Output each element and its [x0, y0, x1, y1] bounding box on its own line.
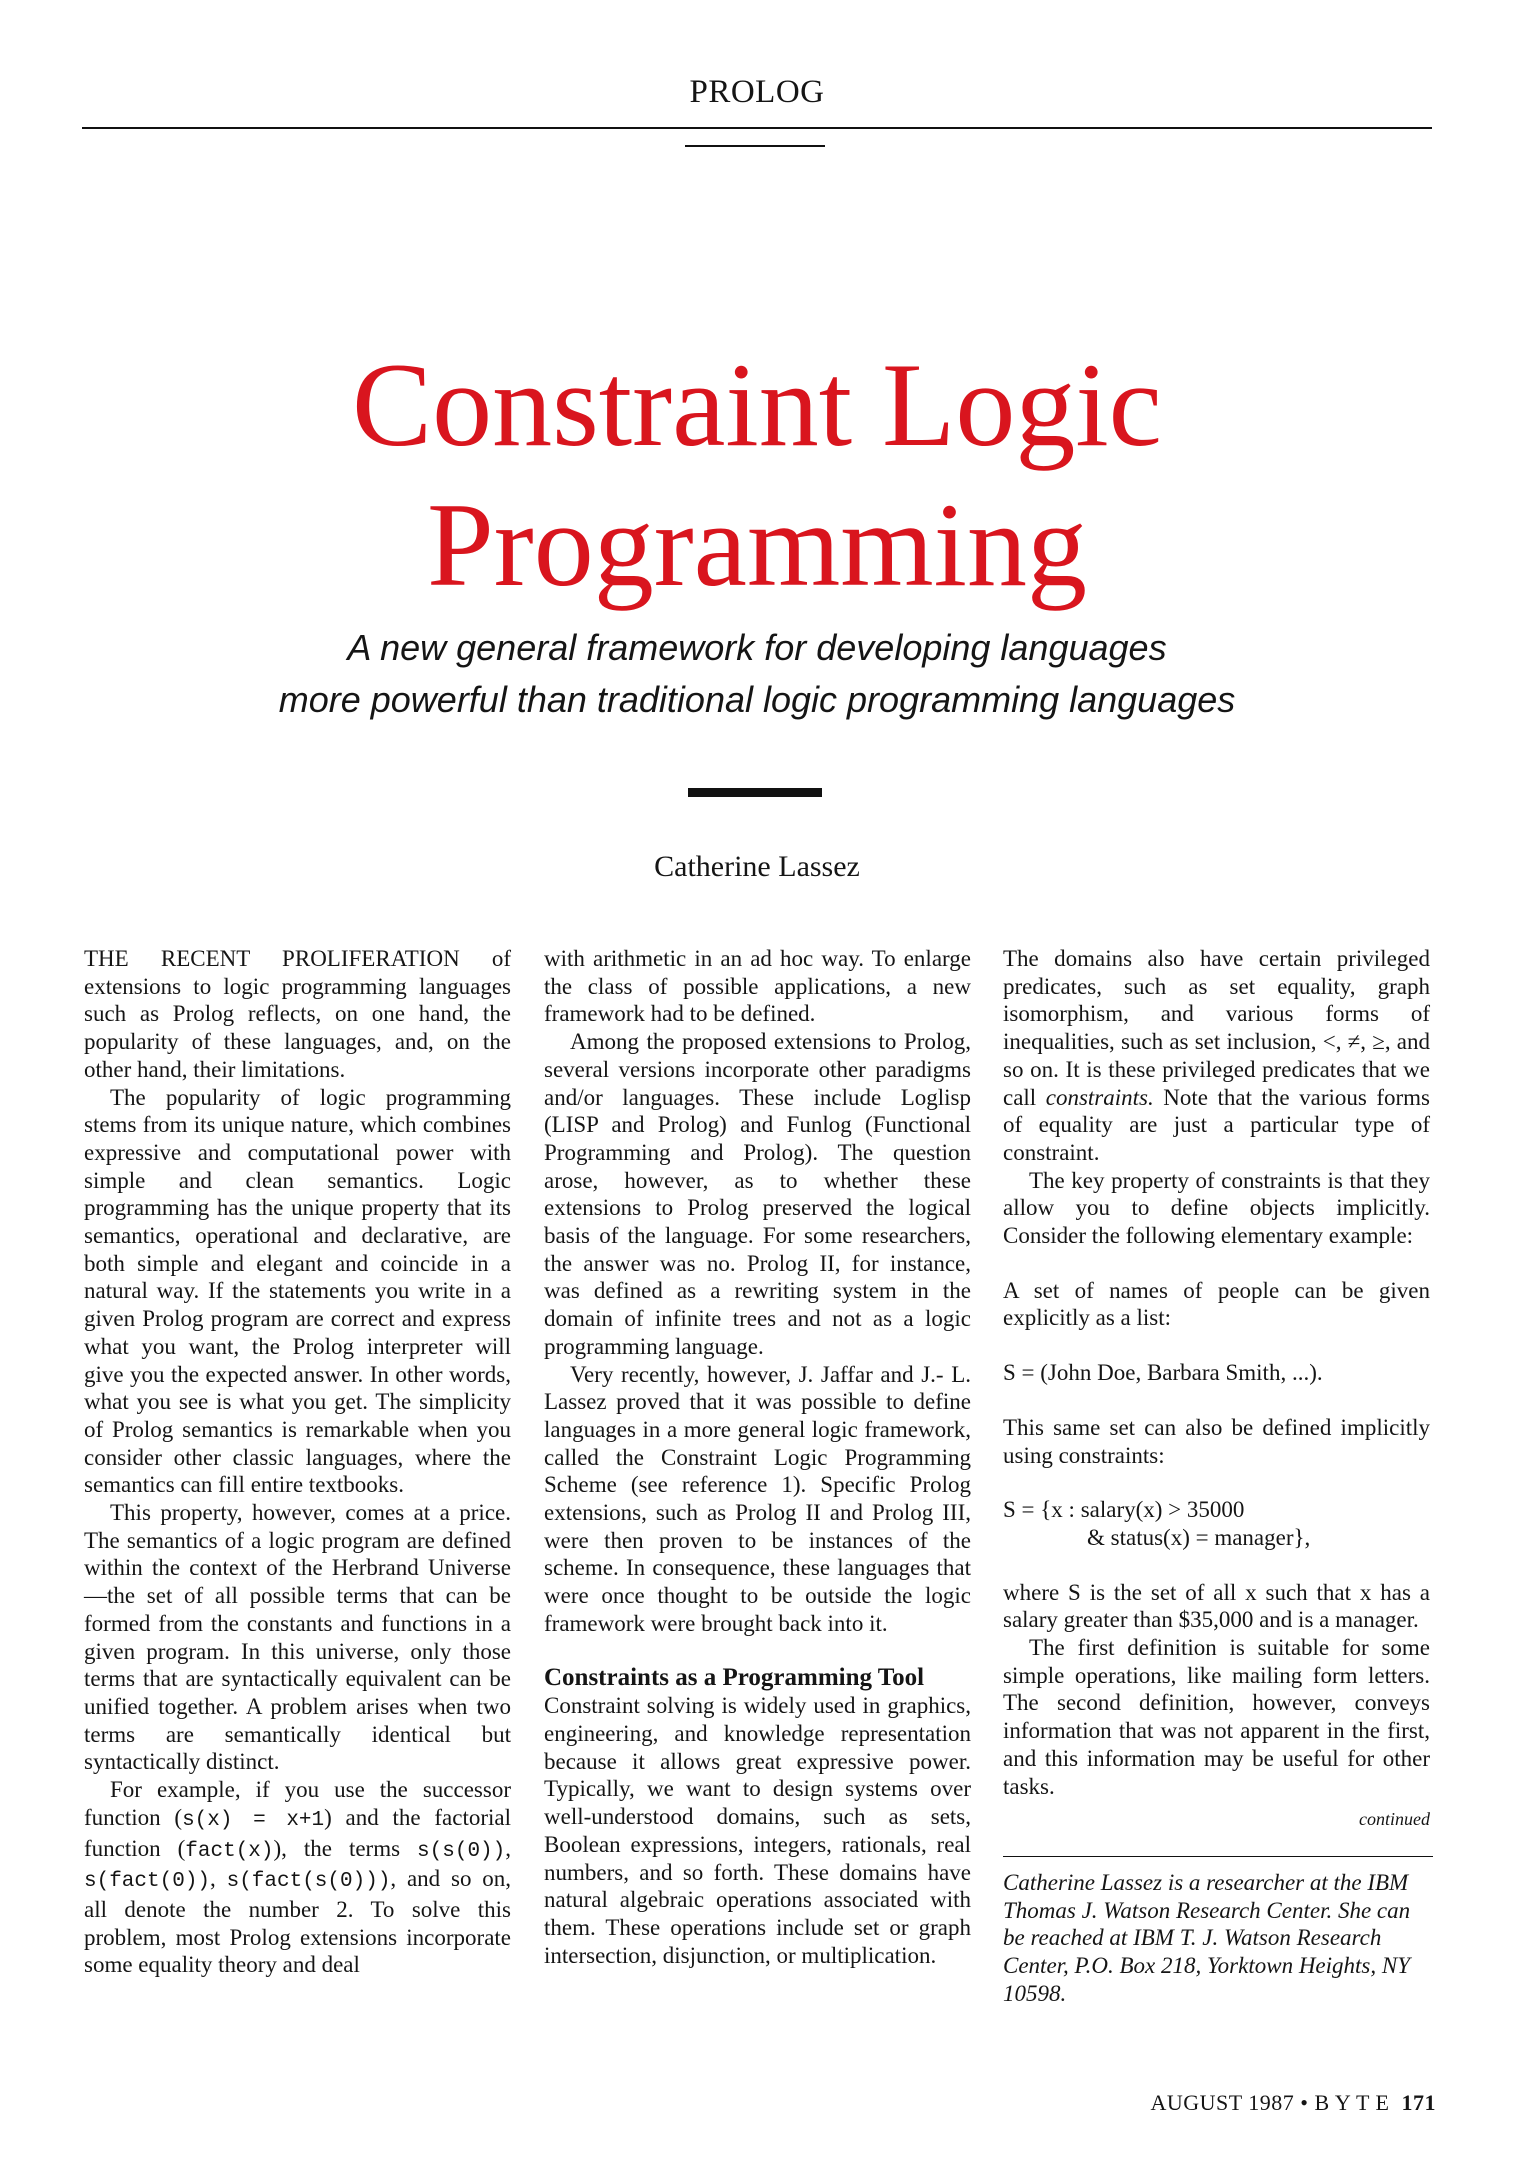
paragraph: Constraint solving is widely used in graphics, engineering, and knowledge representation because it allows great expressive power. Typically, we want to design systems over well-understood domains, such as sets, Boolean expressions, integers, rationals, real numbers, and so forth. These domains have natural algebraic operations associated with them. These operations include set or graph intersection, disjunction, or multiplication.	[544, 1693, 971, 1968]
header-rule	[82, 127, 1432, 129]
running-head: PROLOG	[689, 74, 825, 110]
paragraph: THE RECENT PROLIFERATION of extensions to logic programming languages such as Prolog reflects, on one hand, the popularity of these languages, and, on the other hand, their limitations.	[84, 946, 511, 1082]
title-divider-bar	[688, 788, 822, 797]
page-number: 171	[1401, 2090, 1436, 2115]
code-snippet: s(fact(0))	[84, 1870, 211, 1894]
subtitle-line-2: more powerful than traditional logic programming languages	[278, 679, 1236, 720]
paragraph: Very recently, however, J. Jaffar and J.- L. Lassez proved that it was possible to define languages in a more general logic framework, called the Constraint Logic Programming Scheme (see reference 1). Specific Prolog extensions, such as Prolog II and Prolog III, were then proven to be instances of the scheme. In consequence, these languages that were once thought to be outside the logic framework were brought back into it.	[544, 1361, 971, 1636]
title-line-1: Constraint Logic	[352, 338, 1162, 471]
body-column-3	[1003, 945, 1430, 2008]
equation-list: S = (John Doe, Barbara Smith, ...).	[1003, 1360, 1323, 1386]
continued-label: continued	[1359, 1809, 1430, 1830]
author-byline: Catherine Lassez	[654, 850, 860, 883]
body-column-2	[544, 945, 971, 1969]
page-footer	[1150, 2090, 1436, 2116]
issue-label: AUGUST 1987 • B Y T E	[1150, 2090, 1390, 2115]
article-subtitle	[0, 622, 1514, 726]
paragraph: Among the proposed extensions to Prolog, several versions incorporate other paradigms and/or languages. These include Loglisp (LISP and Prolog) and Funlog (Functional Programming and Prolog). The question arose, however, as to whether these extensions to Prolog preserved the logical basis of the language. For some researchers, the answer was no. Prolog II, for instance, was defined as a rewriting system in the domain of infinite trees and not as a logic programming language.	[544, 1029, 971, 1359]
bio-rule	[1003, 1856, 1433, 1857]
paragraph: A set of names of people can be given explicitly as a list:	[1003, 1277, 1430, 1331]
paragraph: This property, however, comes at a price. The semantics of a logic program are defined within the context of the Herbrand Universe—the set of all possible terms that can be formed from the constants and functions in a given program. In this universe, only those terms that are syntactically equivalent can be unified together. A problem arises when two terms are semantically identical but syntactically distinct.	[84, 1500, 511, 1775]
equation-constraints: S = {x : salary(x) > 35000 & status(x) = manager},	[1003, 1497, 1311, 1550]
subtitle-line-1: A new general framework for developing languages	[347, 627, 1167, 668]
paragraph: The key property of constraints is that they allow you to define objects implicitly. Consider the following elementary example:	[1003, 1167, 1430, 1249]
code-snippet: fact(x)	[185, 1839, 274, 1863]
paragraph: where S is the set of all x such that x has a salary greater than $35,000 and is a manager.	[1003, 1579, 1430, 1633]
paragraph: with arithmetic in an ad hoc way. To enlarge the class of possible applications, a new framework had to be defined.	[544, 946, 971, 1027]
code-snippet: s(x) = x+1	[182, 1808, 325, 1832]
paragraph: This same set can also be defined implicitly using constraints:	[1003, 1414, 1430, 1468]
body-column-1	[84, 945, 511, 1979]
code-snippet: s(fact(s(0)))	[226, 1870, 391, 1894]
title-line-2: Programming	[427, 478, 1087, 611]
code-snippet: s(s(0))	[417, 1839, 506, 1863]
author-bio: Catherine Lassez is a researcher at the IBM Thomas J. Watson Research Center. She can be reached at IBM T. J. Watson Research Center, P.O. Box 218, Yorktown Heights, NY 10598.	[1003, 1869, 1411, 2006]
emphasis: constraints.	[1045, 1084, 1154, 1110]
paragraph-example: For example, if you use the successor function (s(x) = x+1) and the factorial function (fact(x)), the terms s(s(0)), s(fact(0)), s(fact(s(0))), and so on, all denote the number 2. To solve this problem, most Prolog extensions incorporate some equality theory and deal	[84, 1777, 511, 1978]
article-title	[0, 335, 1514, 615]
paragraph: The first definition is suitable for some simple operations, like mailing form letters. The second definition, however, conveys information that was not apparent in the first, and this information may be useful for other tasks.	[1003, 1635, 1430, 1799]
paragraph: The domains also have certain privileged predicates, such as set equality, graph isomorphism, and various forms of inequalities, such as set inclusion, <, ≠, ≥, and so on. It is these privileged predicates that we call constraints. Note that the various forms of equality are just a particular type of constraint.	[1003, 946, 1430, 1165]
paragraph: The popularity of logic programming stems from its unique nature, which combines expressive and computational power with simple and clean semantics. Logic programming has the unique property that its semantics, operational and declarative, are both simple and elegant and coincide in a natural way. If the statements you write in a given Prolog program are correct and express what you want, the Prolog interpreter will give you the expected answer. In other words, what you see is what you get. The simplicity of Prolog semantics is remarkable when you consider other classic languages, where the semantics can fill entire textbooks.	[84, 1084, 511, 1498]
section-heading: Constraints as a Programming Tool	[544, 1663, 925, 1691]
header-short-rule	[685, 145, 825, 147]
